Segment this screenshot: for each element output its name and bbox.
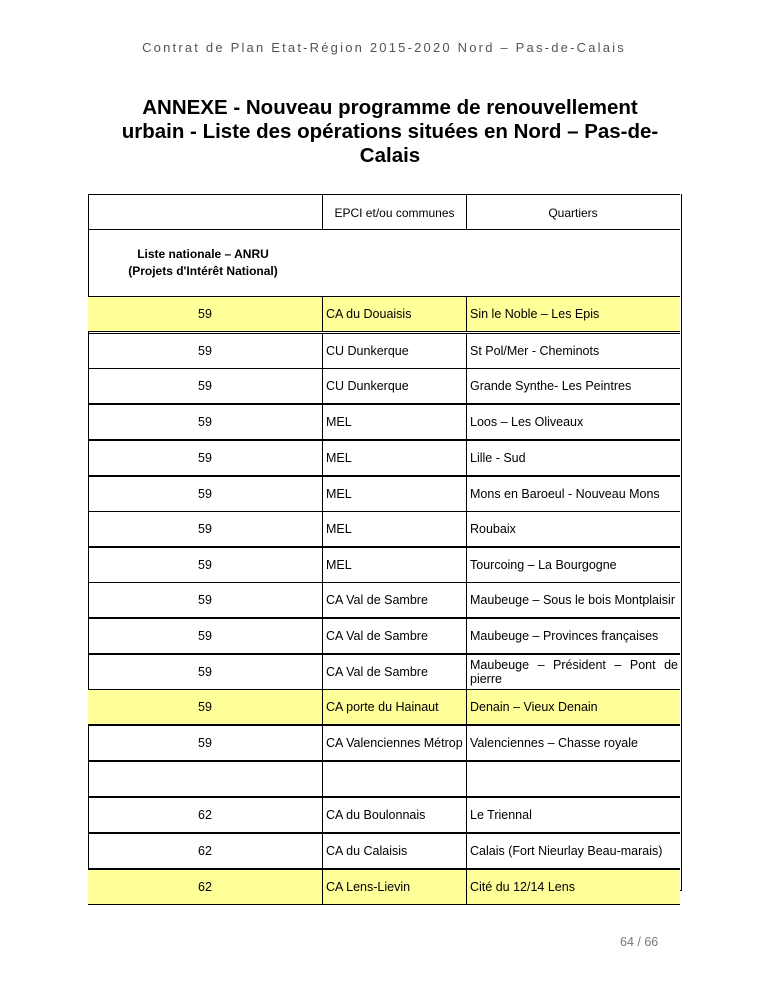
cell-quartier-text: Loos – Les Oliveaux bbox=[470, 415, 584, 429]
cell-epci-text: CA Val de Sambre bbox=[326, 593, 428, 607]
column-separator bbox=[466, 762, 467, 796]
cell-epci-text: CA du Calaisis bbox=[326, 844, 408, 858]
cell-dept bbox=[88, 405, 322, 439]
cell-quartier-text: Maubeuge – Provinces françaises bbox=[470, 629, 659, 643]
cell-quartier-text: Tourcoing – La Bourgogne bbox=[470, 558, 617, 572]
table-row bbox=[88, 725, 680, 761]
column-separator bbox=[466, 690, 467, 724]
table-row bbox=[88, 654, 680, 690]
table-row bbox=[88, 689, 680, 725]
cell-dept bbox=[88, 726, 322, 760]
cell-dept-text: 62 bbox=[198, 808, 212, 822]
column-separator bbox=[322, 369, 323, 403]
cell-epci-text: CU Dunkerque bbox=[326, 344, 409, 358]
cell-epci-text: CA porte du Hainaut bbox=[326, 700, 439, 714]
column-separator bbox=[466, 870, 467, 904]
cell-quartier bbox=[468, 583, 680, 617]
column-separator bbox=[466, 477, 467, 511]
cell-quartier-text: Lille - Sud bbox=[470, 451, 526, 465]
cell-quartier bbox=[468, 798, 680, 832]
table-row bbox=[88, 618, 680, 654]
cell-quartier-text: Calais (Fort Nieurlay Beau-marais) bbox=[470, 844, 663, 858]
cell-quartier bbox=[468, 762, 680, 796]
cell-dept-text: 59 bbox=[198, 415, 212, 429]
table-row bbox=[88, 368, 680, 404]
cell-epci-text: CA Lens-Lievin bbox=[326, 880, 411, 894]
column-separator bbox=[322, 726, 323, 760]
cell-quartier-text: Denain – Vieux Denain bbox=[470, 700, 598, 714]
cell-epci bbox=[324, 655, 466, 689]
column-separator bbox=[322, 477, 323, 511]
section-label-line1: Liste nationale – ANRU bbox=[137, 247, 269, 261]
table-row bbox=[88, 511, 680, 547]
cell-dept-text: 59 bbox=[198, 522, 212, 536]
cell-quartier bbox=[468, 726, 680, 760]
column-separator bbox=[466, 441, 467, 475]
cell-dept bbox=[88, 583, 322, 617]
cell-dept bbox=[88, 655, 322, 689]
column-separator bbox=[466, 619, 467, 653]
cell-epci-text: CA du Douaisis bbox=[326, 307, 412, 321]
cell-quartier bbox=[468, 834, 680, 868]
column-separator bbox=[322, 297, 323, 331]
table-row bbox=[88, 761, 680, 797]
column-separator bbox=[466, 405, 467, 439]
cell-epci-text: CA du Boulonnais bbox=[326, 808, 426, 822]
cell-dept bbox=[88, 762, 322, 796]
column-separator bbox=[322, 762, 323, 796]
cell-dept-text: 59 bbox=[198, 700, 212, 714]
cell-dept-text: 59 bbox=[198, 344, 212, 358]
cell-quartier-text: Maubeuge – Président – Pont de pierre bbox=[470, 658, 678, 686]
table-row bbox=[88, 547, 680, 583]
cell-quartier bbox=[468, 477, 680, 511]
cell-epci bbox=[324, 870, 466, 904]
cell-quartier bbox=[468, 512, 680, 546]
cell-quartier bbox=[468, 334, 680, 368]
cell-epci bbox=[324, 297, 466, 331]
column-separator bbox=[322, 405, 323, 439]
section-label-line2: (Projets d'Intérêt National) bbox=[128, 264, 278, 278]
cell-dept bbox=[88, 619, 322, 653]
column-separator bbox=[322, 619, 323, 653]
cell-dept-text: 59 bbox=[198, 307, 212, 321]
table-row bbox=[88, 797, 680, 833]
cell-dept-text: 59 bbox=[198, 451, 212, 465]
cell-epci-text: CA Valenciennes Métrop bbox=[326, 736, 463, 750]
cell-dept bbox=[88, 548, 322, 582]
table-row bbox=[88, 440, 680, 476]
column-separator bbox=[322, 548, 323, 582]
cell-quartier-text: St Pol/Mer - Cheminots bbox=[470, 344, 600, 358]
table-row bbox=[88, 476, 680, 512]
column-separator bbox=[322, 655, 323, 689]
page-header: Contrat de Plan Etat-Région 2015-2020 Nord – Pas-de-Calais bbox=[142, 40, 626, 55]
cell-dept bbox=[88, 690, 322, 724]
cell-epci bbox=[324, 690, 466, 724]
table-row bbox=[88, 833, 680, 869]
cell-epci-text: CA Val de Sambre bbox=[326, 665, 428, 679]
column-separator bbox=[466, 798, 467, 832]
column-header-epci: EPCI et/ou communes bbox=[334, 205, 455, 220]
column-separator bbox=[322, 334, 323, 368]
cell-quartier-text: Maubeuge – Sous le bois Montplaisir bbox=[470, 593, 675, 607]
column-separator bbox=[322, 441, 323, 475]
cell-dept bbox=[88, 798, 322, 832]
column-header-quartiers: Quartiers bbox=[548, 205, 598, 220]
column-separator bbox=[322, 690, 323, 724]
cell-dept-text: 59 bbox=[198, 558, 212, 572]
page-number: 64 / 66 bbox=[620, 935, 659, 949]
cell-dept bbox=[88, 369, 322, 403]
cell-quartier bbox=[468, 870, 680, 904]
cell-dept bbox=[88, 297, 322, 331]
column-separator bbox=[466, 583, 467, 617]
table-row bbox=[88, 582, 680, 618]
cell-dept bbox=[88, 870, 322, 904]
cell-epci-text: MEL bbox=[326, 522, 352, 536]
cell-epci bbox=[324, 619, 466, 653]
column-separator bbox=[322, 583, 323, 617]
cell-dept bbox=[88, 834, 322, 868]
cell-epci bbox=[324, 583, 466, 617]
cell-quartier-text: Valenciennes – Chasse royale bbox=[470, 736, 638, 750]
column-separator bbox=[466, 334, 467, 368]
column-separator bbox=[322, 512, 323, 546]
cell-dept-text: 62 bbox=[198, 880, 212, 894]
cell-dept-text: 59 bbox=[198, 665, 212, 679]
cell-dept bbox=[88, 441, 322, 475]
cell-dept-text: 62 bbox=[198, 844, 212, 858]
cell-quartier bbox=[468, 655, 680, 689]
cell-epci bbox=[324, 441, 466, 475]
cell-epci-text: MEL bbox=[326, 451, 352, 465]
cell-dept bbox=[88, 477, 322, 511]
cell-quartier bbox=[468, 405, 680, 439]
cell-quartier bbox=[468, 369, 680, 403]
cell-dept-text: 59 bbox=[198, 736, 212, 750]
column-separator bbox=[322, 798, 323, 832]
cell-quartier-text: Sin le Noble – Les Epis bbox=[470, 307, 600, 321]
column-separator bbox=[466, 512, 467, 546]
cell-quartier-text: Roubaix bbox=[470, 522, 516, 536]
cell-epci bbox=[324, 334, 466, 368]
cell-quartier-text: Grande Synthe- Les Peintres bbox=[470, 379, 632, 393]
column-separator bbox=[322, 870, 323, 904]
table-row bbox=[88, 296, 680, 332]
section-label bbox=[88, 246, 318, 280]
cell-epci bbox=[324, 548, 466, 582]
page-title: ANNEXE - Nouveau programme de renouvellement urbain - Liste des opérations situées en Nord – Pas-de-Calais bbox=[121, 96, 659, 167]
column-separator bbox=[466, 726, 467, 760]
cell-epci bbox=[324, 726, 466, 760]
column-separator bbox=[466, 548, 467, 582]
cell-epci-text: MEL bbox=[326, 415, 352, 429]
cell-epci-text: CU Dunkerque bbox=[326, 379, 409, 393]
table-row bbox=[88, 869, 680, 905]
cell-dept-text: 59 bbox=[198, 379, 212, 393]
cell-quartier bbox=[468, 297, 680, 331]
cell-dept-text: 59 bbox=[198, 487, 212, 501]
cell-quartier bbox=[468, 690, 680, 724]
cell-epci bbox=[324, 834, 466, 868]
cell-epci bbox=[324, 405, 466, 439]
table-row bbox=[88, 333, 680, 369]
cell-quartier-text: Le Triennal bbox=[470, 808, 532, 822]
table-header-row bbox=[88, 194, 680, 230]
cell-quartier bbox=[468, 441, 680, 475]
cell-quartier bbox=[468, 619, 680, 653]
cell-epci bbox=[324, 477, 466, 511]
cell-epci-text: MEL bbox=[326, 558, 352, 572]
cell-quartier-text: Mons en Baroeul - Nouveau Mons bbox=[470, 487, 660, 501]
column-separator bbox=[466, 297, 467, 331]
column-separator bbox=[466, 655, 467, 689]
column-separator bbox=[322, 834, 323, 868]
column-separator bbox=[466, 369, 467, 403]
cell-epci bbox=[324, 369, 466, 403]
cell-epci bbox=[324, 762, 466, 796]
cell-dept bbox=[88, 512, 322, 546]
cell-quartier bbox=[468, 548, 680, 582]
column-separator bbox=[466, 834, 467, 868]
table-row bbox=[88, 404, 680, 440]
cell-epci-text: MEL bbox=[326, 487, 352, 501]
cell-dept-text: 59 bbox=[198, 629, 212, 643]
cell-epci bbox=[324, 512, 466, 546]
cell-quartier-text: Cité du 12/14 Lens bbox=[470, 880, 575, 894]
cell-epci bbox=[324, 798, 466, 832]
cell-epci-text: CA Val de Sambre bbox=[326, 629, 428, 643]
cell-dept bbox=[88, 334, 322, 368]
cell-dept-text: 59 bbox=[198, 593, 212, 607]
